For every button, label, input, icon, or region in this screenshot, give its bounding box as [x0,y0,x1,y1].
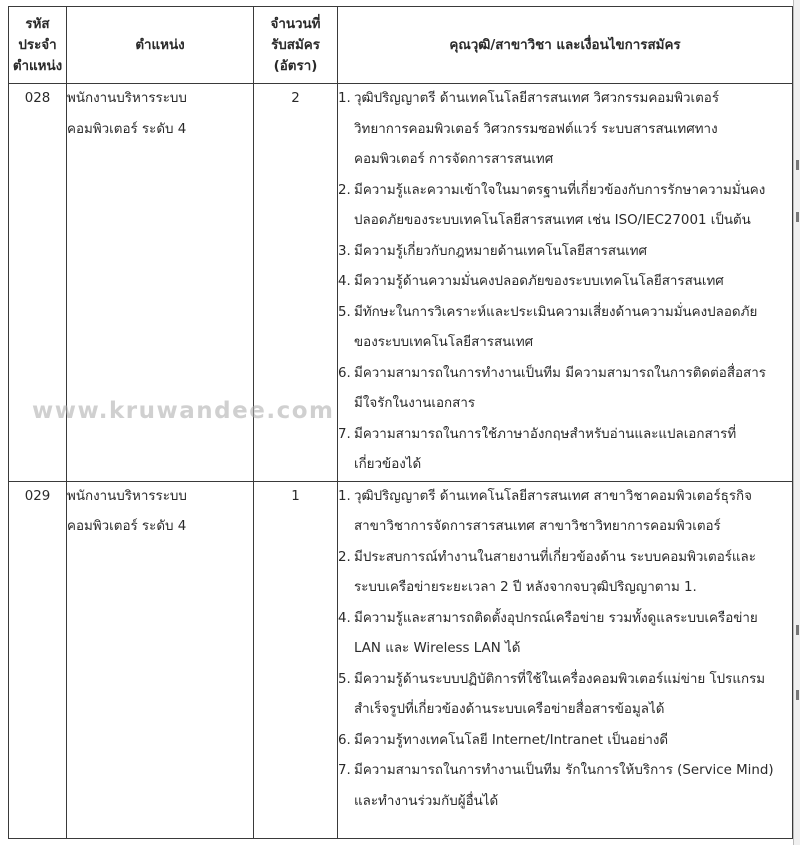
requirement-text [354,756,792,817]
requirement-text [354,726,792,757]
requirement-number: 6. [338,732,351,748]
requirements-cell [338,84,793,482]
requirement-item [338,756,792,817]
position-title [67,481,254,838]
requirement-text [354,176,792,237]
header-requirements: คุณวุฒิ/สาขาวิชา และเงื่อนไขการสมัคร [338,7,793,84]
position-code: 029 [9,481,67,838]
requirement-text [354,543,792,604]
requirement-item [338,482,792,543]
requirement-line: มีความรู้ด้านระบบปฏิบัติการที่ใช้ในเครื่องคอมพิวเตอร์แม่ข่าย โปรแกรม [354,671,766,687]
requirement-line: มีความสามารถในการทำงานเป็นทีม มีความสามารถในการติดต่อสื่อสาร [354,365,766,381]
requirement-item [338,267,792,298]
position-title-line: คอมพิวเตอร์ ระดับ 4 [67,519,187,534]
requirement-line: สาขาวิชาการจัดการสารสนเทศ สาขาวิชาวิทยาการคอมพิวเตอร์ [354,519,721,534]
requirement-item [338,237,792,268]
requirement-number: 7. [338,763,351,778]
requirement-line: มีความรู้และสามารถติดตั้งอุปกรณ์เครือข่าย รวมทั้งดูแลระบบเครือข่าย [354,610,758,626]
requirement-number: 1. [338,91,351,106]
requirement-line: มีความรู้ด้านความมั่นคงปลอดภัยของระบบเทคโนโลยีสารสนเทศ [354,274,724,289]
page-edge [793,0,800,845]
requirement-text [354,604,792,665]
requirement-item [338,359,792,420]
requirement-number: 4. [338,610,351,626]
openings-count: 1 [254,481,338,838]
requirement-text [354,267,792,298]
requirement-line: ปลอดภัยของระบบเทคโนโลยีสารสนเทศ เช่น ISO/IEC27001 เป็นต้น [354,213,751,228]
requirement-item [338,726,792,757]
header-count: จำนวนที่ รับสมัคร (อัตรา) [254,7,338,84]
requirement-line: วุฒิปริญญาตรี ด้านเทคโนโลยีสารสนเทศ วิศวกรรมคอมพิวเตอร์ [354,91,720,106]
table-header-row [9,7,793,84]
requirement-item [338,420,792,481]
requirement-text [354,84,792,176]
table-row [9,84,793,482]
requirement-line: คอมพิวเตอร์ การจัดการสารสนเทศ [354,152,554,167]
requirement-line: มีความรู้เกี่ยวกับกฎหมายด้านเทคโนโลยีสารสนเทศ [354,243,648,259]
requirements-list [338,84,792,481]
requirement-number: 5. [338,671,351,687]
position-title-line: พนักงานบริหารระบบ [67,488,187,504]
header-code: รหัส ประจำ ตำแหน่ง [9,7,67,84]
requirement-number: 1. [338,488,351,504]
requirement-item [338,176,792,237]
requirement-line: มีประสบการณ์ทำงานในสายงานที่เกี่ยวข้องด้าน ระบบคอมพิวเตอร์และ [354,549,756,565]
requirement-item [338,543,792,604]
requirement-text [354,359,792,420]
requirement-line: มีความรู้และความเข้าใจในมาตรฐานที่เกี่ยวข้องกับการรักษาความมั่นคง [354,182,766,198]
requirement-line: วิทยาการคอมพิวเตอร์ วิศวกรรมซอฟต์แวร์ ระบบสารสนเทศทาง [354,121,718,137]
requirement-number: 6. [338,365,351,381]
requirement-line: มีใจรักในงานเอกสาร [354,396,476,411]
watermark: www.kruwandee.com [32,398,335,424]
position-code: 028 [9,84,67,482]
requirement-number: 2. [338,182,351,198]
requirement-number: 7. [338,426,351,442]
openings-count: 2 [254,84,338,482]
job-requirements-table [8,6,793,839]
requirement-number: 3. [338,243,351,259]
table-row [9,481,793,838]
requirement-number: 2. [338,549,351,565]
requirement-text [354,420,792,481]
requirement-line: สำเร็จรูปที่เกี่ยวข้องด้านระบบเครือข่ายสื่อสารข้อมูลได้ [354,702,665,717]
requirement-line: และทำงานร่วมกับผู้อื่นได้ [354,793,499,809]
requirement-item [338,298,792,359]
header-position: ตำแหน่ง [67,7,254,84]
requirement-line: มีความรู้ทางเทคโนโลยี Internet/Intranet เป็นอย่างดี [354,732,669,748]
requirement-line: ระบบเครือข่ายระยะเวลา 2 ปี หลังจากจบวุฒิปริญญาตาม 1. [354,580,697,595]
requirement-line: LAN และ Wireless LAN ได้ [354,641,521,656]
requirement-item [338,604,792,665]
position-title-line: พนักงานบริหารระบบ [67,91,187,106]
requirement-item [338,84,792,176]
requirement-line: มีความสามารถในการทำงานเป็นทีม รักในการให้บริการ (Service Mind) [354,763,774,778]
position-title-line: คอมพิวเตอร์ ระดับ 4 [67,121,187,137]
requirement-line: เกี่ยวข้องได้ [354,457,422,472]
requirement-line: ของระบบเทคโนโลยีสารสนเทศ [354,335,534,350]
requirement-text [354,237,792,268]
requirements-cell [338,481,793,838]
position-title [67,84,254,482]
requirements-list [338,482,792,818]
requirement-text [354,298,792,359]
requirement-line: มีความสามารถในการใช้ภาษาอังกฤษสำหรับอ่านและแปลเอกสารที่ [354,426,737,442]
requirement-item [338,665,792,726]
requirement-line: วุฒิปริญญาตรี ด้านเทคโนโลยีสารสนเทศ สาขาวิชาคอมพิวเตอร์ธุรกิจ [354,488,752,504]
requirement-number: 4. [338,274,351,289]
requirement-line: มีทักษะในการวิเคราะห์และประเมินความเสี่ยงด้านความมั่นคงปลอดภัย [354,304,758,320]
requirement-text [354,482,792,543]
requirement-text [354,665,792,726]
requirement-number: 5. [338,304,351,320]
